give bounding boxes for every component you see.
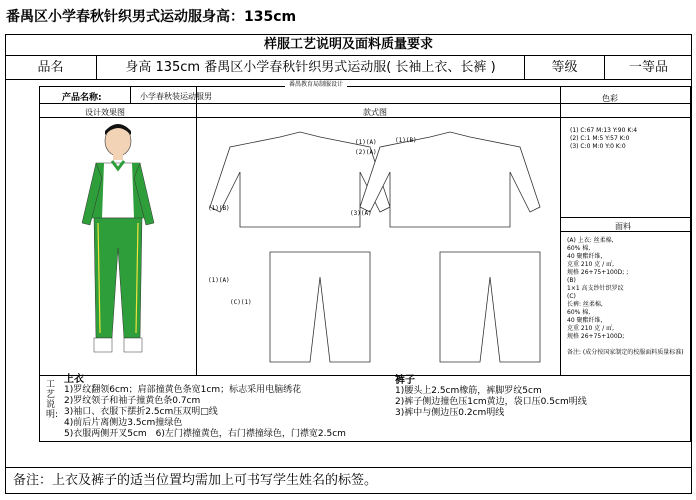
fabric-line: 40 聚酯纤维, [567,253,603,260]
jacket-line: 2)罗纹领子和袖子撞黄色条0.7cm [64,396,201,406]
callout: (C)(1) [230,299,252,306]
color-3: (3) C:0 M:0 Y:0 K:0 [570,143,626,150]
table-header: 样服工艺说明及面料质量要求 [5,34,692,56]
effect-figure [78,123,158,371]
jacket-line: 1)罗纹翻领6cm；肩部撞黄色条宽1cm；标志采用电脑绣花 [64,385,302,395]
fabric-line: (C) [567,293,576,300]
pants-notes [395,375,587,419]
fabric-line: 克重 210 克 / ㎡, [567,325,615,332]
fabric-label: 面料 [615,222,631,231]
callout: (1)(B) [208,205,230,212]
callout: (1)(A) [208,277,230,284]
jacket-line: 3)袖口、衣服下摆折2.5cm压双明□线 [64,407,218,417]
color-1: (1) C:67 M:13 Y:90 K:4 [570,127,638,134]
color-label: 色彩 [602,94,618,103]
fabric-line: 60% 棉, [567,245,591,252]
grade-value: 一等品 [628,60,668,75]
jacket-title: 上衣 [64,374,84,385]
sheet-header: 番禺教育局制服设计 [285,81,347,89]
jacket-notes [64,374,346,440]
pants-title: 裤子 [395,375,415,386]
jacket-line: 4)前后片离侧边3.5cm撞绿色 [64,418,183,428]
name-label: 品名 [5,56,97,79]
craft-heading: 工艺说明: [46,380,59,420]
fabric-line: 40 聚酯纤维, [567,317,603,324]
style-label: 款式图 [363,108,387,117]
pants-line: 3)裤中与侧边压0.2cm明线 [395,408,505,418]
product-row [5,56,692,80]
fabric-line: 克重 210 克 / ㎡, [567,261,615,268]
fabric-line: 规格 26+75+100D; [567,333,625,340]
flat-sketches [200,127,558,373]
fabric-line: (A) 上衣: 丝柔棉, [567,237,614,244]
callout: (1)(A) [355,139,377,146]
footer-note: 备注：上衣及裤子的适当位置均需加上可书写学生姓名的标签。 [5,467,692,494]
effect-label: 设计效果图 [85,108,125,117]
callout: (2)(A) [355,149,377,156]
name-value: 身高 135cm 番禺区小学春秋针织男式运动服( 长袖上衣、长裤 ) [97,56,525,79]
color-2: (2) C:1 M:5 Y:57 K:0 [570,135,630,142]
callout: (3)(A) [350,210,372,217]
fabric-line: 规格 26+75+100D; ; [567,269,629,276]
pants-line: 1)腰头上2.5cm橡筋，裤脚罗纹5cm [395,386,542,396]
fabric-line: 长裤: 丝柔棉, [567,301,603,308]
callout: (1)(B) [395,137,417,144]
product-label: 产品名称: [62,93,102,103]
jacket-line: 5)衣服两侧开叉5cm 6)左门襟撞黄色，右门襟撞绿色，门襟宽2.5cm [64,429,346,439]
fabric-line: (B) [567,277,576,284]
color-list [570,127,637,151]
grade-label: 等级 [525,56,605,79]
pants-line: 2)裤子侧边撞色压1cm黄边，袋口压0.5cm明线 [395,397,587,407]
page-title: 番禺区小学春秋针织男式运动服身高：135cm [6,9,297,25]
fabric-list [567,237,628,341]
fabric-line: 60% 棉, [567,309,591,316]
fabric-line: 1×1 高支纱针织罗纹 [567,285,624,292]
fabric-note: 备注: (成分按国家制定的校服面料质量标准) [567,349,684,356]
product-value: 小学春秋装运动服男 [140,92,212,101]
